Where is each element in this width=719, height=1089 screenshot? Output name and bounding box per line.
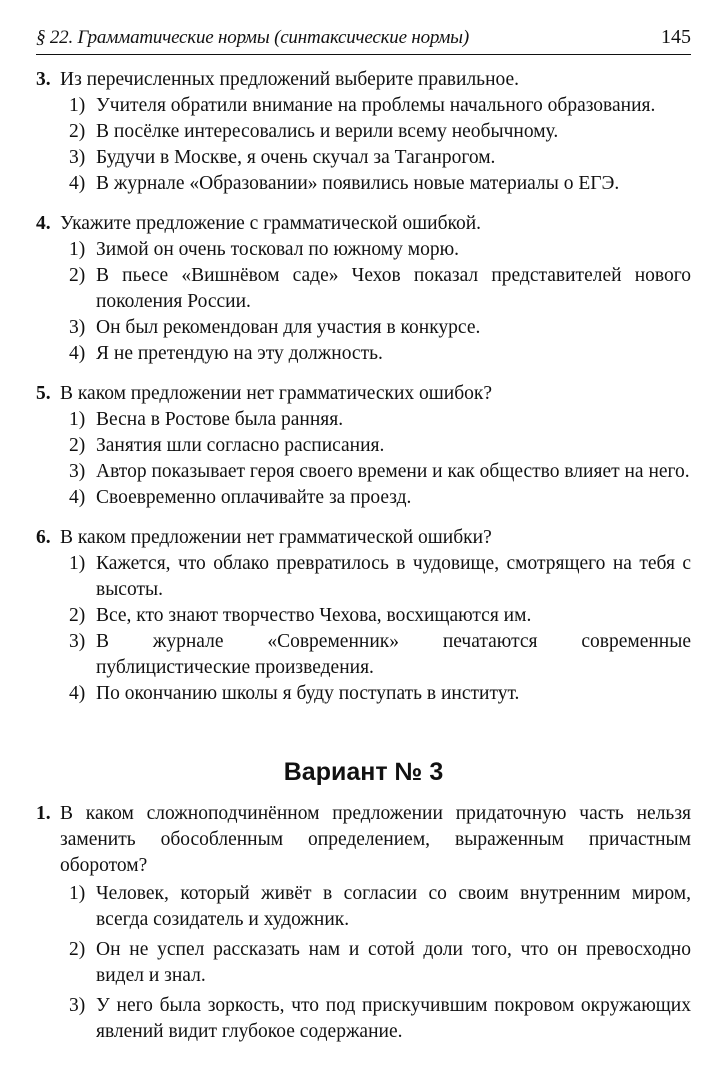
- question-text: Укажите предложение с грамматической ошибкой.: [60, 213, 482, 234]
- option-text: Он не успел рассказать нам и сотой доли того, что он превосходно видел и знал.: [96, 939, 691, 986]
- option-text: Весна в Ростове была ранняя.: [96, 409, 344, 430]
- option-text: У него была зоркость, что под прискучившим покровом окружающих явлений видит глубокое содержание.: [96, 995, 691, 1042]
- option-number: 3): [69, 147, 86, 168]
- book-page: [36, 24, 691, 1074]
- answer-options: [36, 407, 691, 511]
- option-text: В журнале «Современник» печатаются современные публицистические произведения.: [96, 631, 691, 678]
- option-text: Кажется, что облако превратилось в чудовище, смотрящего на тебя с высоты.: [96, 553, 691, 600]
- option-text: Учителя обратили внимание на проблемы начального образования.: [96, 95, 656, 116]
- option-number: 1): [69, 883, 86, 904]
- option-number: 2): [69, 265, 86, 286]
- option-number: 4): [69, 343, 86, 364]
- question-number: 3.: [36, 69, 51, 90]
- question-6: [36, 525, 691, 707]
- answer-option: [36, 551, 691, 603]
- option-number: 2): [69, 939, 86, 960]
- question-text: В каком предложении нет грамматической ошибки?: [60, 527, 492, 548]
- question-5: [36, 381, 691, 511]
- question-stem: [36, 67, 691, 93]
- option-text: Он был рекомендован для участия в конкурсе.: [96, 317, 481, 338]
- question-number: 4.: [36, 213, 51, 234]
- option-number: 3): [69, 631, 86, 652]
- answer-option: [36, 407, 691, 433]
- answer-options: [36, 551, 691, 707]
- option-text: Все, кто знают творчество Чехова, восхищаются им.: [96, 605, 532, 626]
- option-text: Занятия шли согласно расписания.: [96, 435, 385, 456]
- running-header: [36, 24, 691, 55]
- answer-option: [36, 315, 691, 341]
- answer-option: [36, 145, 691, 171]
- option-text: Своевременно оплачивайте за проезд.: [96, 487, 412, 508]
- option-text: Я не претендую на эту должность.: [96, 343, 383, 364]
- question-text: В каком сложноподчинённом предложении придаточную часть нельзя заменить обособленным определением, выраженным причастным оборотом?: [60, 803, 691, 876]
- answer-option: [36, 937, 691, 989]
- option-number: 2): [69, 435, 86, 456]
- answer-option: [36, 681, 691, 707]
- question-4: [36, 211, 691, 367]
- answer-option: [36, 263, 691, 315]
- question-stem: [36, 801, 691, 879]
- option-number: 1): [69, 553, 86, 574]
- option-number: 3): [69, 995, 86, 1016]
- answer-option: [36, 459, 691, 485]
- answer-option: [36, 433, 691, 459]
- option-text: Зимой он очень тосковал по южному морю.: [96, 239, 460, 260]
- option-text: Человек, который живёт в согласии со своим внутренним миром, всегда созидатель и художник.: [96, 883, 691, 930]
- option-number: 2): [69, 605, 86, 626]
- answer-option: [36, 237, 691, 263]
- variant-question-1: [36, 801, 691, 1045]
- page-number: 145: [661, 26, 691, 48]
- option-number: 3): [69, 317, 86, 338]
- answer-option: [36, 485, 691, 511]
- answer-options: [36, 881, 691, 1045]
- answer-option: [36, 171, 691, 197]
- answer-option: [36, 119, 691, 145]
- question-text: Из перечисленных предложений выберите правильное.: [60, 69, 520, 90]
- option-number: 3): [69, 461, 86, 482]
- option-number: 1): [69, 409, 86, 430]
- answer-option: [36, 629, 691, 681]
- answer-option: [36, 881, 691, 933]
- question-stem: [36, 381, 691, 407]
- question-stem: [36, 525, 691, 551]
- variant-heading: Вариант № 3: [283, 758, 444, 786]
- option-number: 1): [69, 95, 86, 116]
- option-number: 1): [69, 239, 86, 260]
- option-number: 4): [69, 487, 86, 508]
- question-number: 6.: [36, 527, 51, 548]
- option-number: 2): [69, 121, 86, 142]
- section-title: § 22. Грамматические нормы (синтаксические нормы): [36, 27, 469, 48]
- question-number: 5.: [36, 383, 51, 404]
- option-text: В журнале «Образовании» появились новые материалы о ЕГЭ.: [96, 173, 620, 194]
- option-number: 4): [69, 173, 86, 194]
- answer-options: [36, 237, 691, 367]
- question-3: [36, 67, 691, 197]
- option-number: 4): [69, 683, 86, 704]
- answer-option: [36, 341, 691, 367]
- question-number: 1.: [36, 803, 51, 824]
- answer-option: [36, 993, 691, 1045]
- question-stem: [36, 211, 691, 237]
- option-text: Автор показывает героя своего времени и как общество влияет на него.: [96, 461, 690, 482]
- option-text: В посёлке интересовались и верили всему необычному.: [96, 121, 559, 142]
- option-text: По окончанию школы я буду поступать в институт.: [96, 683, 520, 704]
- option-text: В пьесе «Вишнёвом саде» Чехов показал представителей нового поколения России.: [96, 265, 691, 312]
- answer-option: [36, 93, 691, 119]
- answer-options: [36, 93, 691, 197]
- question-text: В каком предложении нет грамматических ошибок?: [60, 383, 493, 404]
- option-text: Будучи в Москве, я очень скучал за Таганрогом.: [96, 147, 496, 168]
- answer-option: [36, 603, 691, 629]
